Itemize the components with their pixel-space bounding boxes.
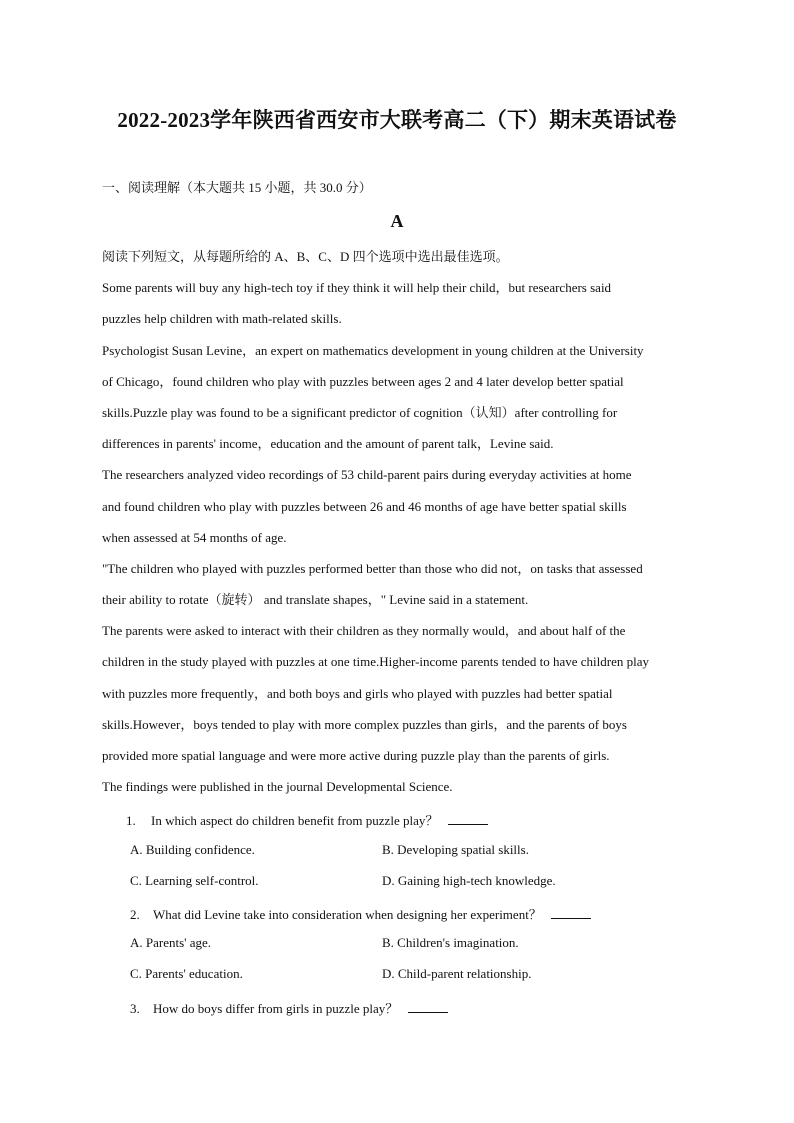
option-2c[interactable]: C. Parents' education.: [130, 966, 243, 981]
passage-line: their ability to rotate（旋转） and translate shapes，" Levine said in a statement.: [102, 592, 529, 608]
passage-line: The parents were asked to interact with their children as they normally would，and about half of the: [102, 623, 626, 639]
passage-line: skills.Puzzle play was found to be a significant predictor of cognition（认知）after controlling for: [102, 404, 618, 420]
question-2: [130, 904, 591, 923]
option-2b[interactable]: B. Children's imagination.: [382, 935, 519, 950]
passage-line: Some parents will buy any high-tech toy if they think it will help their child，but researchers said: [102, 280, 612, 296]
question-number: 1.: [126, 813, 136, 828]
passage-line: and found children who play with puzzles between 26 and 46 months of age have better spatial skills: [102, 498, 627, 514]
question-3: [130, 998, 448, 1017]
question-text: In which aspect do children benefit from puzzle play？: [151, 813, 439, 828]
answer-blank[interactable]: [408, 998, 448, 1013]
passage-line: when assessed at 54 months of age.: [102, 529, 287, 545]
passage-text: [102, 246, 702, 807]
question-number: 2.: [130, 907, 140, 922]
passage-line: of Chicago，found children who play with puzzles between ages 2 and 4 later develop better spatial: [102, 373, 624, 389]
passage-line: 阅读下列短文，从每题所给的 A、B、C、D 四个选项中选出最佳选项。: [102, 249, 509, 264]
option-1d[interactable]: D. Gaining high-tech knowledge.: [382, 873, 556, 888]
question-1: [126, 810, 488, 829]
passage-label: A: [390, 211, 404, 231]
answer-blank[interactable]: [448, 810, 488, 825]
option-1b[interactable]: B. Developing spatial skills.: [382, 842, 529, 857]
option-2a[interactable]: A. Parents' age.: [130, 935, 212, 950]
question-text: What did Levine take into consideration when designing her experiment？: [153, 907, 542, 922]
question-number: 3.: [130, 1001, 140, 1016]
answer-blank[interactable]: [551, 904, 591, 919]
passage-line: puzzles help children with math-related skills.: [102, 311, 342, 327]
exam-title: 2022-2023学年陕西省西安市大联考高二（下）期末英语试卷: [117, 108, 677, 132]
passage-line: differences in parents' income，education and the amount of parent talk，Levine said.: [102, 436, 554, 452]
question-text: How do boys differ from girls in puzzle play？: [153, 1001, 399, 1016]
passage-line: Psychologist Susan Levine，an expert on mathematics development in young children at the University: [102, 342, 644, 358]
option-1c[interactable]: C. Learning self-control.: [130, 873, 259, 888]
passage-line: with puzzles more frequently，and both boys and girls who played with puzzles had better spatial: [102, 685, 613, 701]
passage-line: The findings were published in the journal Developmental Science.: [102, 779, 453, 795]
passage-line: "The children who played with puzzles performed better than those who did not，on tasks that assessed: [102, 560, 643, 576]
section-heading: 一、阅读理解（本大题共 15 小题，共 30.0 分）: [102, 180, 372, 195]
passage-line: provided more spatial language and were more active during puzzle play than the parents of girls.: [102, 748, 610, 763]
option-1a[interactable]: A. Building confidence.: [130, 842, 255, 857]
passage-line: The researchers analyzed video recordings of 53 child-parent pairs during everyday activities at home: [102, 467, 632, 483]
option-2d[interactable]: D. Child-parent relationship.: [382, 966, 532, 981]
passage-line: children in the study played with puzzles at one time.Higher-income parents tended to have children play: [102, 654, 650, 670]
passage-line: skills.However，boys tended to play with more complex puzzles than girls，and the parents of boys: [102, 716, 627, 732]
